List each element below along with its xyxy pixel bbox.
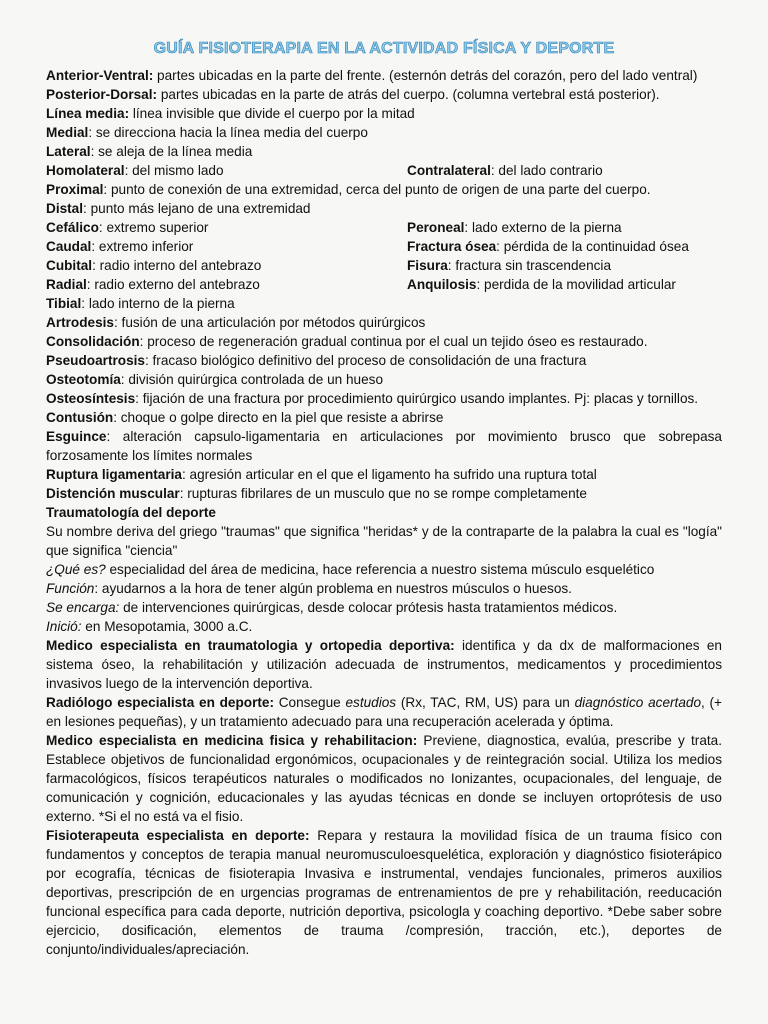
term: Esguince xyxy=(46,429,107,444)
label: Inició: xyxy=(46,619,82,634)
label: Se encarga: xyxy=(46,600,120,615)
info-line xyxy=(46,560,722,579)
definition: : lado interno de la pierna xyxy=(81,296,235,311)
text: , (+ en lesiones pequeñas), y un tratamiento adecuado para una recuperación acelerada y óptima. xyxy=(46,695,722,729)
definition: : fractura sin trascendencia xyxy=(447,258,612,273)
definition: : fusión de una articulación por métodos quirúrgicos xyxy=(114,315,426,330)
term: Anterior-Ventral: xyxy=(46,68,154,83)
specialist-paragraph xyxy=(46,826,722,959)
term: Radial xyxy=(46,277,87,292)
definition-line xyxy=(46,104,722,123)
definition: Repara y restaura la movilidad física de un trauma físico con fundamentos y conceptos de terapia manual neuromusculoesquelética, exploración y diagnóstico fisioterápico por ecografía, técnicas de fisioterapia Invasiva e instrumental, vendajes funcionales, primeros auxilios deportivas, prescripción de en urgencias programas de entrenamientos de pre y rehabilitación, reeducación funcional específica para cada deporte, nutrición deportiva, psicologla y coaching deportivo. *Debe saber sobre ejercicio, dosificación, elementos de trauma /compresión, tracción, etc.), deportes de conjunto/individuales/apreciación. xyxy=(46,828,722,957)
term: Medico especialista en medicina fisica y rehabilitacion: xyxy=(46,733,418,748)
specialist-paragraph xyxy=(46,731,722,826)
definition-line xyxy=(46,294,722,313)
text: especialidad del área de medicina, hace referencia a nuestro sistema músculo esquelético xyxy=(105,562,655,577)
term: Cefálico xyxy=(46,220,99,235)
definition: partes ubicadas en la parte del frente. (esternón detrás del corazón, pero del lado ventral) xyxy=(153,68,698,83)
definition-pair xyxy=(46,275,722,294)
term: Medial xyxy=(46,125,89,140)
term: Distención muscular xyxy=(46,486,180,501)
info-line xyxy=(46,579,722,598)
term: Fisioterapeuta especialista en deporte: xyxy=(46,828,310,843)
term: Homolateral xyxy=(46,163,125,178)
definition: : extremo inferior xyxy=(91,239,194,254)
definition-pair xyxy=(46,237,722,256)
definition: : proceso de regeneración gradual continua por el cual un tejido óseo es restaurado. xyxy=(139,334,648,349)
definition: Previene, diagnostica, evalúa, prescribe y trata. Establece objetivos de funcionalidad ergonómicos, ocupacionales y de reintegración social. Utiliza los medios farmacológicos, físicos terapéuticos naturales o modificados no Ionizantes, ocupacionales, del lenguaje, de comunicación y cognición, educacionales y las ayudas técnicas en donde se incluyen ortoprótesis de uso externo. *Si el no está va el fisio. xyxy=(46,733,722,824)
text: en Mesopotamia, 3000 a.C. xyxy=(81,619,253,634)
term: Lateral xyxy=(46,144,91,159)
definition-line xyxy=(46,484,722,503)
label: ¿Qué es? xyxy=(46,562,106,577)
definition-line xyxy=(46,142,722,161)
definition-line xyxy=(46,465,722,484)
term: Pseudoartrosis xyxy=(46,353,145,368)
text: : ayudarnos a la hora de tener algún problema en nuestros músculos o huesos. xyxy=(94,581,572,596)
definition-line xyxy=(46,123,722,142)
definition: : fracaso biológico definitivo del proceso de consolidación de una fractura xyxy=(144,353,587,368)
term: Tibial xyxy=(46,296,82,311)
term: Distal xyxy=(46,201,84,216)
definition: : agresión articular en el que el ligamento ha sufrido una ruptura total xyxy=(181,467,597,482)
definition: : perdida de la movilidad articular xyxy=(476,277,676,292)
definition-line xyxy=(46,180,722,199)
definition: línea invisible que divide el cuerpo por la mitad xyxy=(129,106,415,121)
origin-paragraph: Su nombre deriva del griego "traumas" que significa "heridas* y de la contraparte de la palabra la cual es "logía" que significa "ciencia" xyxy=(46,524,722,558)
term: Posterior-Dorsal: xyxy=(46,87,158,102)
label: Función xyxy=(46,581,95,596)
definition: identifica y da dx de malformaciones en sistema óseo, la rehabilitación y utilización adecuada de instrumentos, medicamentos y procedimientos invasivos luego de la intervención deportiva. xyxy=(46,638,722,691)
definition: : alteración capsulo-ligamentaria en articulaciones por movimiento brusco que sobrepasa forzosamente los límites normales xyxy=(46,429,722,463)
term: Línea media: xyxy=(46,106,130,121)
definition: : choque o golpe directo en la piel que resiste a abrirse xyxy=(113,410,444,425)
definition: : extremo superior xyxy=(98,220,209,235)
heading-text: Traumatología del deporte xyxy=(46,505,216,520)
definition: : lado externo de la pierna xyxy=(464,220,622,235)
term: Anquilosis xyxy=(407,277,477,292)
definition-paragraph xyxy=(46,427,722,465)
definition: : del lado contrario xyxy=(490,163,603,178)
term: Medico especialista en traumatologia y ortopedia deportiva: xyxy=(46,638,455,653)
definition-line xyxy=(46,332,722,351)
definition-line xyxy=(46,66,722,85)
definition: : se direcciona hacia la línea media del cuerpo xyxy=(88,125,368,140)
specialist-paragraph xyxy=(46,693,722,731)
term: Cubital xyxy=(46,258,93,273)
info-line xyxy=(46,617,722,636)
term: Proximal xyxy=(46,182,104,197)
specialist-paragraph xyxy=(46,636,722,693)
definition: : punto más lejano de una extremidad xyxy=(83,201,311,216)
text: Consegue xyxy=(274,695,346,710)
definition: : se aleja de la línea media xyxy=(90,144,253,159)
definition: : división quirúrgica controlada de un hueso xyxy=(120,372,384,387)
definition: : radio interno del antebrazo xyxy=(92,258,262,273)
definition: : fijación de una fractura por procedimiento quirúrgico usando implantes. Pj: placas y tornillos. xyxy=(135,391,699,406)
term: Radiólogo especialista en deporte: xyxy=(46,695,274,710)
definition-line xyxy=(46,313,722,332)
term: Fractura ósea xyxy=(407,239,497,254)
term: Osteosíntesis xyxy=(46,391,136,406)
definition: : rupturas fibrilares de un musculo que no se rompe completamente xyxy=(179,486,587,501)
definition: : pérdida de la continuidad ósea xyxy=(496,239,689,254)
definition-line xyxy=(46,389,722,408)
text: de intervenciones quirúrgicas, desde colocar prótesis hasta tratamientos médicos. xyxy=(119,600,618,615)
info-line xyxy=(46,598,722,617)
term: Contralateral xyxy=(407,163,491,178)
definition-line xyxy=(46,85,722,104)
definition-line xyxy=(46,408,722,427)
definition: : del mismo lado xyxy=(124,163,224,178)
term: Caudal xyxy=(46,239,92,254)
page-title: GUÍA FISIOTERAPIA EN LA ACTIVIDAD FÍSICA Y DEPORTE xyxy=(153,40,615,57)
text: (Rx, TAC, RM, US) para un xyxy=(396,695,575,710)
definition-pair xyxy=(46,218,722,237)
term: Ruptura ligamentaria xyxy=(46,467,182,482)
definition-line xyxy=(46,370,722,389)
italic-text: diagnóstico acertado xyxy=(574,695,702,710)
term: Fisura xyxy=(407,258,448,273)
term: Artrodesis xyxy=(46,315,114,330)
section-heading xyxy=(46,503,722,522)
definition-line xyxy=(46,199,722,218)
term: Osteotomía xyxy=(46,372,121,387)
definition: partes ubicadas en la parte de atrás del cuerpo. (columna vertebral está posterior). xyxy=(157,87,660,102)
definition-pair xyxy=(46,256,722,275)
definition: : punto de conexión de una extremidad, cerca del punto de origen de una parte del cuerpo. xyxy=(103,182,651,197)
term: Peroneal xyxy=(407,220,465,235)
definition-pair xyxy=(46,161,722,180)
term: Contusión xyxy=(46,410,114,425)
document-body xyxy=(46,66,722,959)
definition: : radio externo del antebrazo xyxy=(86,277,260,292)
italic-text: estudios xyxy=(345,695,397,710)
definition-line xyxy=(46,351,722,370)
term: Consolidación xyxy=(46,334,140,349)
